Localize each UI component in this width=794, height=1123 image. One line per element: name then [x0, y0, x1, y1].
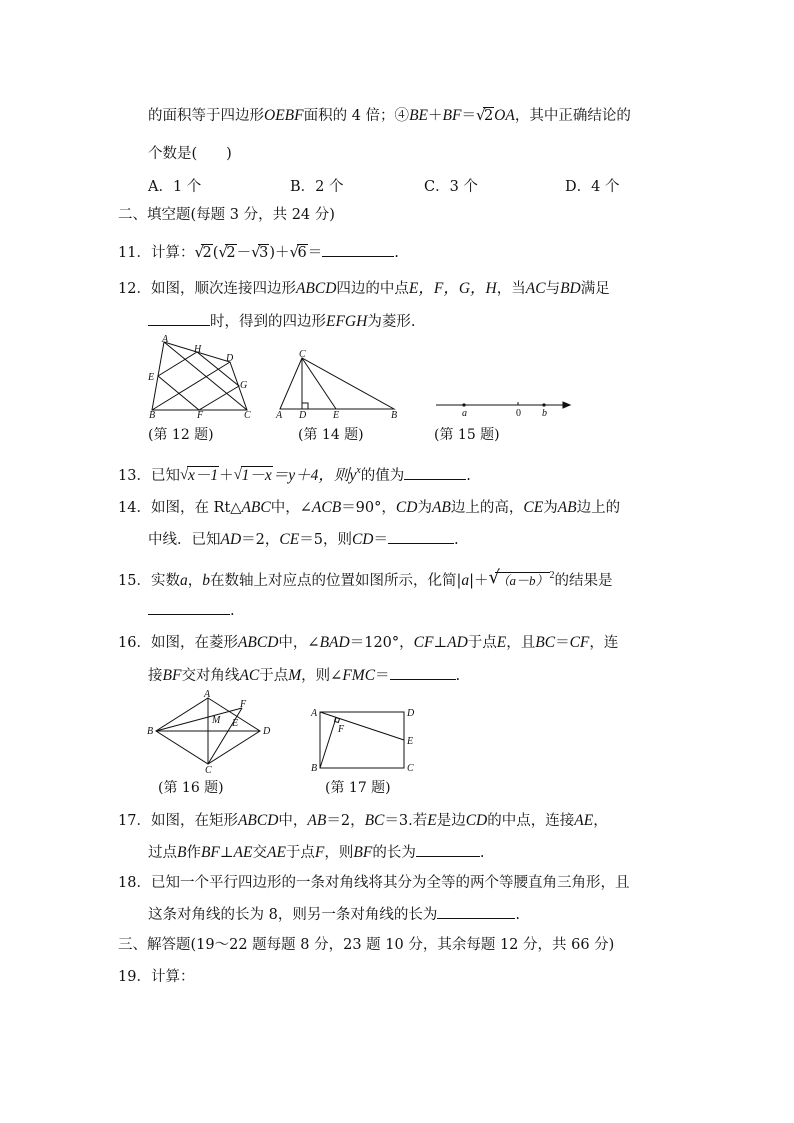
question-19: 19．计算：: [118, 969, 195, 985]
question-15-line1: 15．实数a，b在数轴上对应点的位置如图所示，化简|a|＋ √ $(a-b)^2$的结果是: [118, 567, 613, 589]
svg-text:A: A: [162, 334, 169, 345]
answer-blank[interactable]: [437, 904, 515, 919]
question-12-line1: 12．如图，顺次连接四边形ABCD四边的中点E，F，G，H，当AC与BD满足: [118, 280, 610, 297]
svg-text:F: F: [338, 724, 345, 735]
svg-text:C: C: [407, 763, 414, 774]
svg-text:C: C: [244, 410, 251, 421]
sqrt: √ 2: [475, 106, 494, 124]
svg-text:0: 0: [516, 408, 521, 419]
svg-text:C: C: [205, 765, 212, 776]
svg-text:E: E: [407, 736, 414, 747]
caption-fig14: (第 14 题): [298, 427, 364, 443]
svg-text:a: a: [462, 408, 467, 419]
svg-text:D: D: [299, 410, 307, 421]
question-18-line2: 这条对角线的长为 8，则另一条对角线的长为 .: [148, 904, 520, 925]
point-a: [462, 403, 465, 406]
question-18-line1: 18．已知一个平行四边形的一条对角线将其分为全等的两个等腰直角三角形，且: [118, 875, 630, 891]
svg-text:E: E: [232, 718, 239, 729]
svg-text:A: A: [311, 708, 318, 719]
figure-12: [140, 333, 260, 423]
figure-15: [436, 395, 576, 425]
svg-text:C: C: [299, 349, 306, 360]
q10-line1: 的面积等于四边形OEBF面积的 4 倍；④BE＋BF＝ √ 2OA，其中正确结论的: [148, 106, 631, 124]
svg-text:G: G: [240, 380, 248, 391]
caption-fig12: (第 12 题): [148, 427, 214, 443]
option-b: B．2 个: [290, 179, 344, 195]
answer-blank[interactable]: [404, 465, 466, 480]
caption-fig16: (第 16 题): [158, 780, 224, 796]
answer-blank[interactable]: [390, 665, 456, 680]
section-2-heading: 二、填空题(每题 3 分，共 24 分): [118, 207, 335, 223]
figure-16: [146, 690, 276, 774]
answer-blank[interactable]: [388, 529, 454, 544]
svg-text:B: B: [147, 726, 154, 737]
question-16-line1: 16．如图，在菱形ABCD中，∠BAD＝120°，CF⊥AD于点E，且BC＝CF，连: [118, 634, 619, 651]
svg-text:D: D: [407, 708, 415, 719]
svg-text:E: E: [148, 372, 155, 383]
q10-line2: 个数是( ): [148, 146, 232, 162]
svg-text:B: B: [149, 410, 156, 421]
question-14-line1: 14．如图，在 Rt△ABC中，∠ACB＝90°，CD为AB边上的高，CE为AB边上的: [118, 499, 621, 516]
option-c: C．3 个: [424, 179, 478, 195]
svg-text:D: D: [226, 353, 234, 364]
svg-text:A: A: [276, 410, 283, 421]
question-17-line2: 过点B作BF⊥AE交AE于点F，则BF的长为 .: [148, 844, 485, 861]
option-d: D．4 个: [565, 179, 620, 195]
point-b: [542, 403, 545, 406]
figure-17: [308, 703, 418, 773]
answer-blank[interactable]: [416, 842, 480, 857]
question-17-line1: 17．如图，在矩形ABCD中，AB＝2，BC＝3.若E是边CD的中点，连接AE，: [118, 812, 608, 829]
figure-14: [272, 348, 402, 423]
svg-text:A: A: [204, 689, 211, 700]
svg-text:b: b: [542, 408, 547, 419]
section-3-heading: 三、解答题(19～22 题每题 8 分，23 题 10 分，其余每题 12 分，共 66 分): [118, 937, 615, 953]
answer-blank[interactable]: [148, 311, 210, 326]
question-12-line2: 时，得到的四边形EFGH为菱形.: [148, 311, 415, 332]
question-11: 11．计算： √ 2( √ 2－ √ 3)＋ √ 6＝ .: [118, 243, 399, 261]
caption-fig15: (第 15 题): [434, 427, 500, 443]
question-14-line2: 中线．已知AD＝2，CE＝5，则CD＝ .: [148, 531, 459, 548]
svg-text:B: B: [391, 410, 398, 421]
svg-text:H: H: [194, 344, 202, 355]
answer-blank[interactable]: [148, 600, 230, 615]
answer-blank[interactable]: [322, 242, 394, 257]
svg-text:D: D: [263, 726, 271, 737]
svg-text:B: B: [311, 763, 318, 774]
svg-text:F: F: [197, 410, 204, 421]
question-15-line2: .: [148, 600, 235, 621]
svg-text:F: F: [240, 699, 247, 710]
question-16-line2: 接BF交对角线AC于点M，则∠FMC＝ .: [148, 667, 461, 684]
svg-text:M: M: [212, 715, 221, 726]
caption-fig17: (第 17 题): [325, 780, 391, 796]
option-a: A．1 个: [148, 179, 202, 195]
svg-text:E: E: [333, 410, 340, 421]
question-13: 13．已知 √ x－1＋ √ 1－x＝y＋4，则$y^x$的值为 .: [118, 465, 471, 484]
